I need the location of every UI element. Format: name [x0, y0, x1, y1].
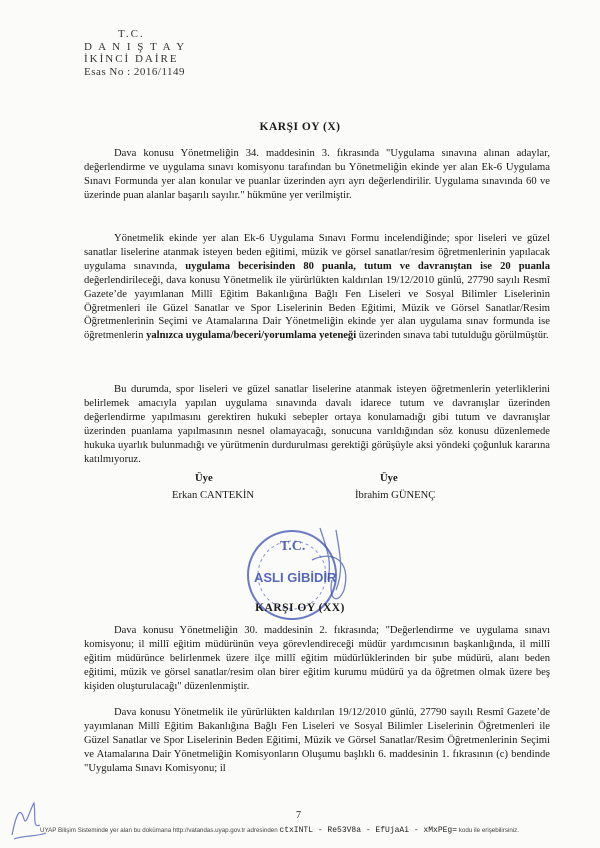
handwritten-initials	[6, 795, 52, 843]
bold-text-only-skill: yalnızca uygulama/beceri/yorumlama yeteneği	[146, 330, 357, 342]
signature-role-2: Üye	[380, 473, 398, 484]
text-span: değerlendirileceği, dava konusu Yönetmelik ile yürürlükten kaldırılan 19/12/2010 günlü, 27790 sayılı Resmî Gazete’de yayımlanan Millî Eğitim Bakanlığına Bağlı Fen Liseleri ve Sosyal Bilimler Liselerinin Öğretmenleri ile Güzel Sanatlar ve Spor Liselerinin Beden Eğitimi, Müzik ve Görsel Sanatlar/Resim Öğretmenlerinin Seçimi ve Atamalarına Dair Yönetmeliğin ekinde yer alan uygulama sınav formunda ise öğretmenlerin	[84, 274, 550, 342]
footer-text: UYAP Bilişim Sisteminde yer alan bu dokümana http://vatandas.uyap.gov.tr adresinden	[40, 827, 278, 834]
paragraph-dissent-1-3: Bu durumda, spor liseleri ve güzel sanatlar liselerine atanmak isteyen öğretmenlerin yeterliklerini belirlemek amacıyla yapılan uygulama sınavında davalı idarece tutum ve davranışlar üzerinden değerlendirme yapılmasını gerektiren hukuki sebepler ortaya konulamadığı gibi tutum ve davranışlar üzerinden puanlama yapılmasının nesnel olamayacağı, sonucuna varıldığından söz konusu düzenlemede hukuka uyarlık bulunmadığı ve yürütmenin durdurulması gerektiği görüşüyle aksi yöndeki çoğunluk kararına katılmıyoruz.	[84, 384, 550, 465]
header-tc: T.C.	[118, 28, 145, 40]
page-number: 7	[296, 810, 301, 821]
header-chamber: İKİNCİ DAİRE	[84, 53, 179, 65]
paragraph-dissent-2-1: Dava konusu Yönetmeliğin 30. maddesinin 2. fıkrasında; "Değerlendirme ve uygulama sınavı komisyonu; il millî eğitim müdürünün veya görevlendireceği müdür yardımcısının başkanlığında, il millî eğitim müdürünce belirlenmek üzere ilçe millî eğitim müdürlüklerinden bir şube müdürü, alanı beden eğitimi, müzik ve görsel sanatlar/resim olan birer eğitim kurumu müdürü ya da öğretmen olmak üzere beş kişiden oluşturulacağı" düzenlenmiştir.	[84, 625, 550, 692]
text-span: üzerinden sınava tabi tutulduğu görülmüştür.	[356, 330, 549, 342]
stamp-text: ASLI GİBİDİR	[254, 570, 337, 585]
paragraph-dissent-1-1: Dava konusu Yönetmeliğin 34. maddesinin 3. fıkrasında "Uygulama sınavına alınan adaylar, değerlendirme ve uygulama sınavı komisyonu tarafından bu Yönetmeliğin ekinde yer alan Ek-6 Uygulama Sınavı Formunda yer alan konular ve puanlar üzerinden ayrı ayrı değerlendirilir. Uygulama sınavında 60 ve üzerinde puan alanlar başarılı sayılır." hükmüne yer verilmiştir.	[84, 148, 550, 201]
signature-role-1: Üye	[195, 473, 213, 484]
document-header	[84, 28, 186, 78]
footer-verification	[40, 826, 580, 835]
signature-name-2: İbrahim GÜNENÇ	[355, 490, 436, 501]
text-span: Yönetmelik ekinde yer alan Ek-6 Uygulama Sınavı Formu incelendiğinde; spor liseleri ve güzel sanatlar liselerine atanmak isteyen beden eğitimi, müzik ve görsel sanatlar/resim öğretmenlerinin yapılacak uygulama sınavında,	[84, 233, 550, 272]
header-court: D A N I Ş T A Y	[84, 40, 187, 53]
paragraph-dissent-2-2: Dava konusu Yönetmelik ile yürürlükten kaldırılan 19/12/2010 günlü, 27790 sayılı Resmî Gazete’de yayımlanan Millî Eğitim Bakanlığına Bağlı Fen Liseleri ve Sosyal Bilimler Liselerinin Öğretmenleri ile Güzel Sanatlar ve Spor Liselerinin Beden Eğitimi, Müzik ve Görsel Sanatlar/Resim Öğretmenlerinin Seçimi ve Atamalarına Dair Yönetmeliğin Komisyonların Oluşumu başlıklı 6. maddesinin 1. fıkrasının (c) bendinde "Uygulama Sınavı Komisyonu; il	[84, 707, 550, 774]
bold-text-scores: uygulama becerisinden 80 puanla, tutum ve davranıştan ise 20 puanla	[185, 260, 550, 272]
stamp-top-text: T.C.	[280, 539, 306, 554]
section-title-dissent-2: KARŞI OY (XX)	[255, 602, 345, 614]
footer-verification-code: ctxINTL - Re53V8a - EfUjaAi - xMxPEg=	[279, 826, 458, 835]
header-case-number: Esas No : 2016/1149	[84, 65, 186, 78]
footer-suffix: kodu ile erişebilirsiniz.	[458, 827, 519, 834]
signature-name-1: Erkan CANTEKİN	[172, 490, 255, 501]
paragraph-dissent-1-2	[84, 232, 550, 343]
section-title-dissent-1: KARŞI OY (X)	[259, 121, 341, 133]
